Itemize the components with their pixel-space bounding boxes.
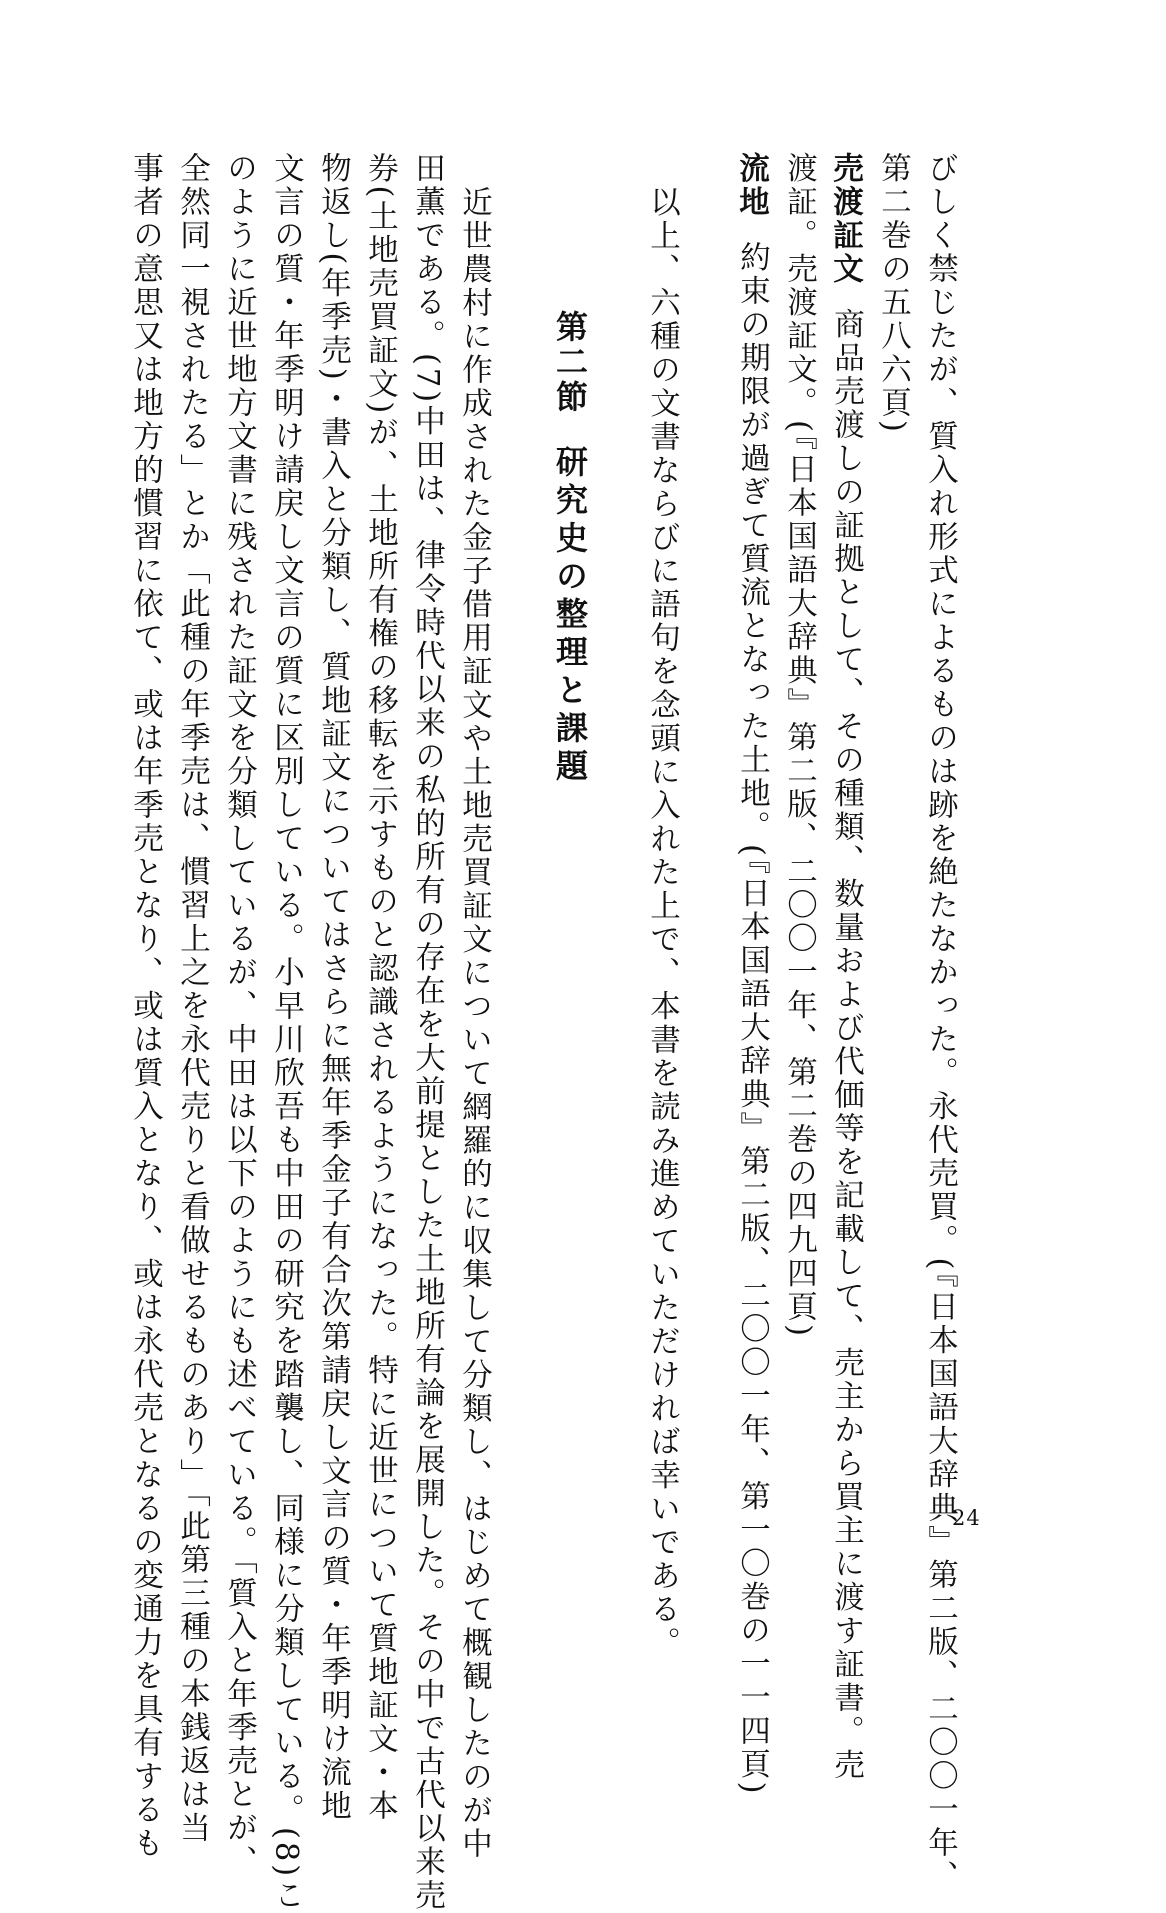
paragraph-column-7: 全然同一視されたる」とか「此種の年季売は、慣習上之を永代売りと看做せるものあり」「此第三種の本銭返は当 — [174, 152, 210, 1846]
text-column-4: 渡証。売渡証文。(『日本国語大辞典』第二版、二〇〇一年、第二巻の四九四頁) — [781, 152, 817, 1340]
text-column-6: 以上、六種の文書ならびに語句を念頭に入れた上で、本書を読み進めていただければ幸いである。 — [644, 186, 680, 1660]
text-column-1: びしく禁じたが、質入れ形式によるものは跡を絶たなかった。永代売買。(『日本国語大辞典』第二版、二〇〇一年、 — [922, 152, 958, 1894]
section-number: 第二節 — [551, 310, 589, 415]
paragraph-column-5: 文言の質・年季明け請戻し文言の質に区別している。小早川欣吾も中田の研究を踏襲し、同様に分類している。(8)こ — [268, 152, 304, 1913]
paragraph-column-2: 田薫である。(7)中田は、律令時代以来の私的所有の存在を大前提とした土地所有論を展開した。その中で古代以来売 — [409, 152, 445, 1913]
glossary-term-uriwatashi-shomon: 売渡証文 — [827, 152, 864, 286]
text-column-2: 第二巻の五八六頁) — [875, 152, 911, 435]
paragraph-column-4: 物返し(年季売)・書入と分類し、質地証文についてはさらに無年季金子有合次第請戻し文言の質・年季明け流地 — [315, 152, 351, 1824]
section-heading — [551, 310, 589, 787]
glossary-definition-nagarechi: 約束の期限が過ぎて質流となった土地。(『日本国語大辞典』第二版、二〇〇一年、第一〇巻の一一四頁) — [734, 241, 770, 1797]
paragraph-column-3: 券(土地売買証文)が、土地所有権の移転を示すものと認識されるようになった。特に近世について質地証文・本 — [362, 152, 398, 1824]
text-column-3 — [827, 152, 864, 1782]
section-title: 研究史の整理と課題 — [551, 445, 589, 787]
paragraph-column-1: 近世農村に作成された金子借用証文や土地売買証文について網羅的に収集して分類し、はじめて概観したのが中 — [456, 186, 492, 1861]
text-column-5 — [733, 152, 770, 1797]
glossary-definition-uriwatashi: 商品売渡しの証拠として、その種類、数量および代価等を記載して、売主から買主に渡す証書。売 — [828, 308, 864, 1782]
paragraph-column-8: 事者の意思又は地方的慣習に依て、或は年季売となり、或は質入となり、或は永代売となるの変通力を具有するも — [127, 152, 163, 1861]
page-number: 24 — [952, 1506, 981, 1530]
paragraph-column-6: のように近世地方文書に残された証文を分類しているが、中田は以下のようにも述べている。「質入と年季売とが、 — [221, 152, 257, 1879]
glossary-term-nagarechi: 流地 — [733, 152, 770, 219]
